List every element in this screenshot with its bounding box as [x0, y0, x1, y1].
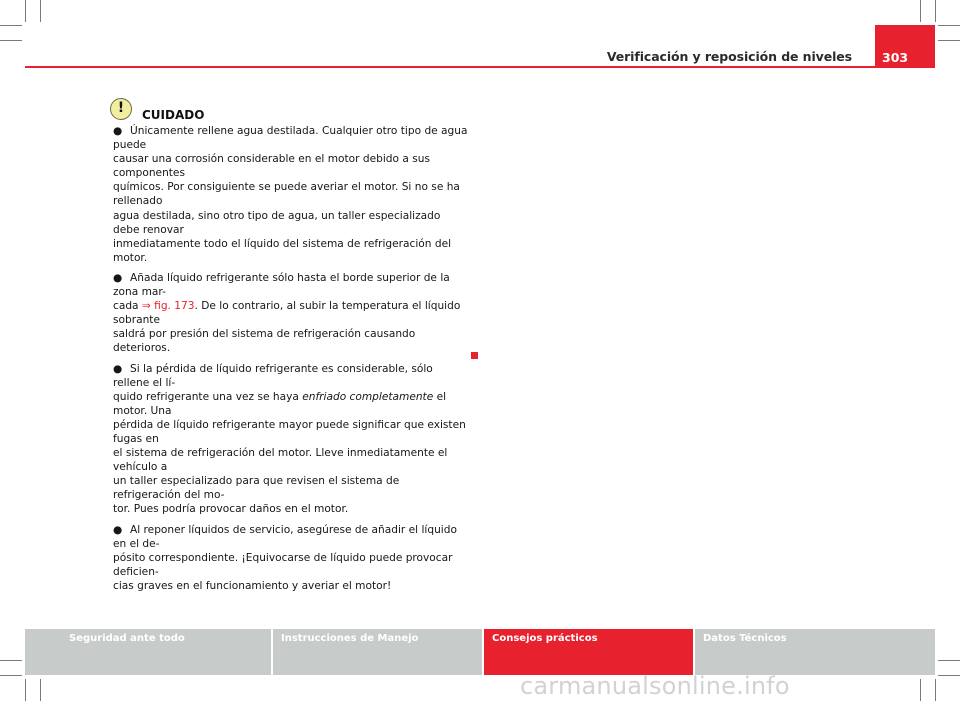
crop-mark	[935, 679, 936, 701]
watermark: carmanualsonline.info	[520, 672, 790, 700]
crop-mark	[938, 660, 960, 661]
warning-item-text: Añada líquido refrigerante sólo hasta el borde superior de la zona mar- cada	[113, 271, 450, 313]
crop-mark	[0, 40, 22, 41]
crop-mark	[938, 25, 960, 26]
crop-mark	[920, 0, 921, 22]
bullet-icon: ●	[113, 523, 123, 536]
crop-mark	[920, 679, 921, 701]
crop-mark	[40, 0, 41, 22]
nav-tab-datos[interactable]: Datos Técnicos	[695, 629, 935, 675]
page-number: 303	[882, 50, 909, 65]
warning-item	[113, 362, 468, 517]
bullet-icon: ●	[113, 362, 123, 375]
warning-item-text: Únicamente rellene agua destilada. Cualquier otro tipo de agua puede causar una corrosión considerable en el motor debido a sus componentes químicos. Por consiguiente se puede averiar el motor. Si no se ha rellenado agua destilada, sino otro tipo de agua, un taller especializado debe renovar inmediatamente todo el líquido del sistema de refrigeración del motor.	[113, 125, 468, 264]
section-end-marker	[471, 352, 478, 359]
crop-mark	[40, 679, 41, 701]
crop-mark	[0, 660, 22, 661]
emphasis-text: enfriado completamente	[302, 390, 434, 403]
crop-mark	[935, 0, 936, 22]
crop-mark	[25, 679, 26, 701]
exclamation-glyph: !	[117, 100, 125, 116]
warning-body	[113, 124, 468, 599]
nav-tab-consejos[interactable]: Consejos prácticos	[484, 629, 693, 675]
warning-item-text: Si la pérdida de líquido refrigerante es considerable, sólo rellene el lí- quido refrigerante una vez se haya	[113, 362, 433, 403]
exclamation-circle-icon	[110, 98, 132, 120]
bullet-icon: ●	[113, 125, 123, 137]
warning-heading: CUIDADO	[142, 108, 205, 122]
warning-item-text: el motor. Una pérdida de líquido refrigerante mayor puede significar que existen fugas en el sistema de refrigeración del motor. Lleve inmediatamente el vehículo a un taller especializado para que revisen el sistema de refrigeración del mo- tor. Pues podría provocar daños en el motor.	[113, 390, 466, 516]
warning-item	[113, 523, 468, 593]
nav-tab-seguridad[interactable]: Seguridad ante todo	[25, 629, 271, 675]
crop-mark	[25, 0, 26, 22]
figure-reference-link[interactable]: ⇒ fig. 173	[141, 300, 195, 313]
header-rule	[25, 66, 935, 68]
bullet-icon: ●	[113, 271, 123, 284]
crop-mark	[938, 675, 960, 676]
warning-item	[113, 271, 468, 356]
page-title: Verificación y reposición de niveles	[606, 49, 852, 64]
crop-mark	[938, 40, 960, 41]
crop-mark	[0, 25, 22, 26]
warning-item	[113, 124, 468, 265]
crop-mark	[0, 675, 22, 676]
warning-item-text: . De lo contrario, al subir la temperatura el líquido sobrante saldrá por presión del sistema de refrigeración causando deterioros.	[113, 300, 461, 355]
warning-item-text: Al reponer líquidos de servicio, asegúrese de añadir el líquido en el de- pósito correspondiente. ¡Equivocarse de líquido puede provocar deficien- cias graves en el funcionamiento y averiar el motor!	[113, 523, 457, 592]
nav-tab-instrucciones[interactable]: Instrucciones de Manejo	[273, 629, 482, 675]
